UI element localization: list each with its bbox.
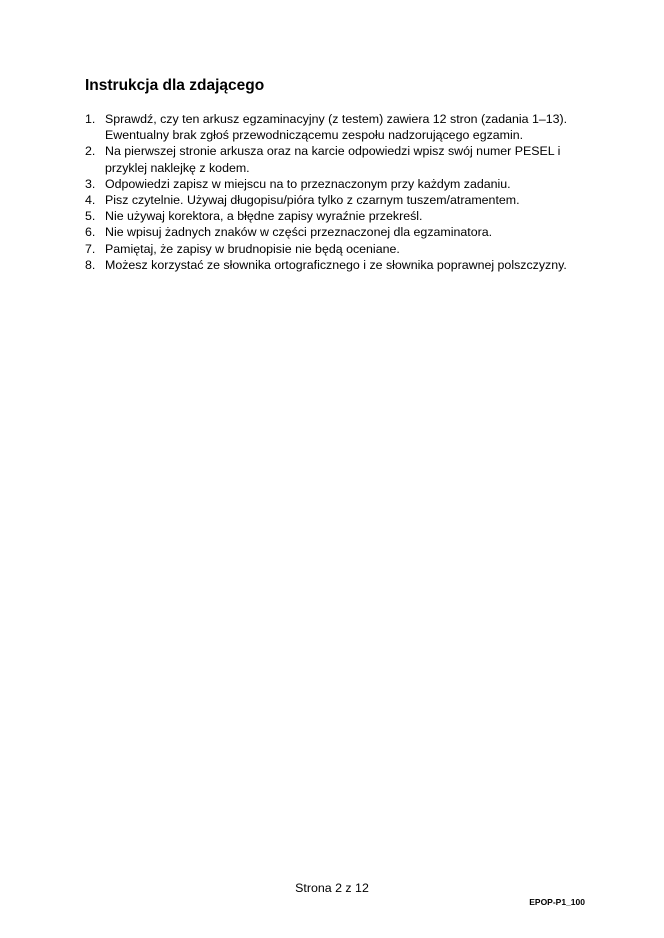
item-text: Możesz korzystać ze słownika ortograficznego i ze słownika poprawnej polszczyzny.	[105, 257, 567, 272]
item-text: Sprawdź, czy ten arkusz egzaminacyjny (z testem) zawiera 12 stron (zadania 1–13). Ewentualny brak zgłoś przewodniczącemu zespołu nadzorującego egzamin.	[105, 112, 568, 143]
item-text: Odpowiedzi zapisz w miejscu na to przeznaczonym przy każdym zadaniu.	[105, 176, 511, 191]
list-item	[85, 257, 605, 273]
item-text: Na pierwszej stronie arkusza oraz na karcie odpowiedzi wpisz swój numer PESEL i przyklej naklejkę z kodem.	[105, 144, 561, 175]
list-item	[85, 111, 605, 143]
instructions-list	[85, 111, 605, 273]
item-number: 4.	[85, 193, 96, 208]
item-number: 8.	[85, 257, 96, 272]
list-item	[85, 143, 605, 175]
item-number: 5.	[85, 209, 96, 224]
list-item	[85, 176, 605, 192]
item-number: 6.	[85, 225, 96, 240]
item-text: Pamiętaj, że zapisy w brudnopisie nie będą oceniane.	[105, 241, 400, 256]
item-number: 7.	[85, 241, 96, 256]
item-number: 1.	[85, 112, 96, 126]
list-item	[85, 208, 605, 224]
page-title: Instrukcja dla zdającego	[85, 77, 265, 94]
item-text: Nie wpisuj żadnych znaków w części przeznaczonej dla egzaminatora.	[105, 225, 493, 240]
item-number: 2.	[85, 144, 96, 159]
page-number: Strona 2 z 12	[295, 881, 369, 895]
document-code: EPOP-P1_100	[529, 897, 585, 907]
list-item	[85, 224, 605, 240]
list-item	[85, 241, 605, 257]
item-text: Pisz czytelnie. Używaj długopisu/pióra tylko z czarnym tuszem/atramentem.	[105, 193, 520, 208]
item-text: Nie używaj korektora, a błędne zapisy wyraźnie przekreśl.	[105, 209, 423, 224]
list-item	[85, 192, 605, 208]
item-number: 3.	[85, 176, 96, 191]
